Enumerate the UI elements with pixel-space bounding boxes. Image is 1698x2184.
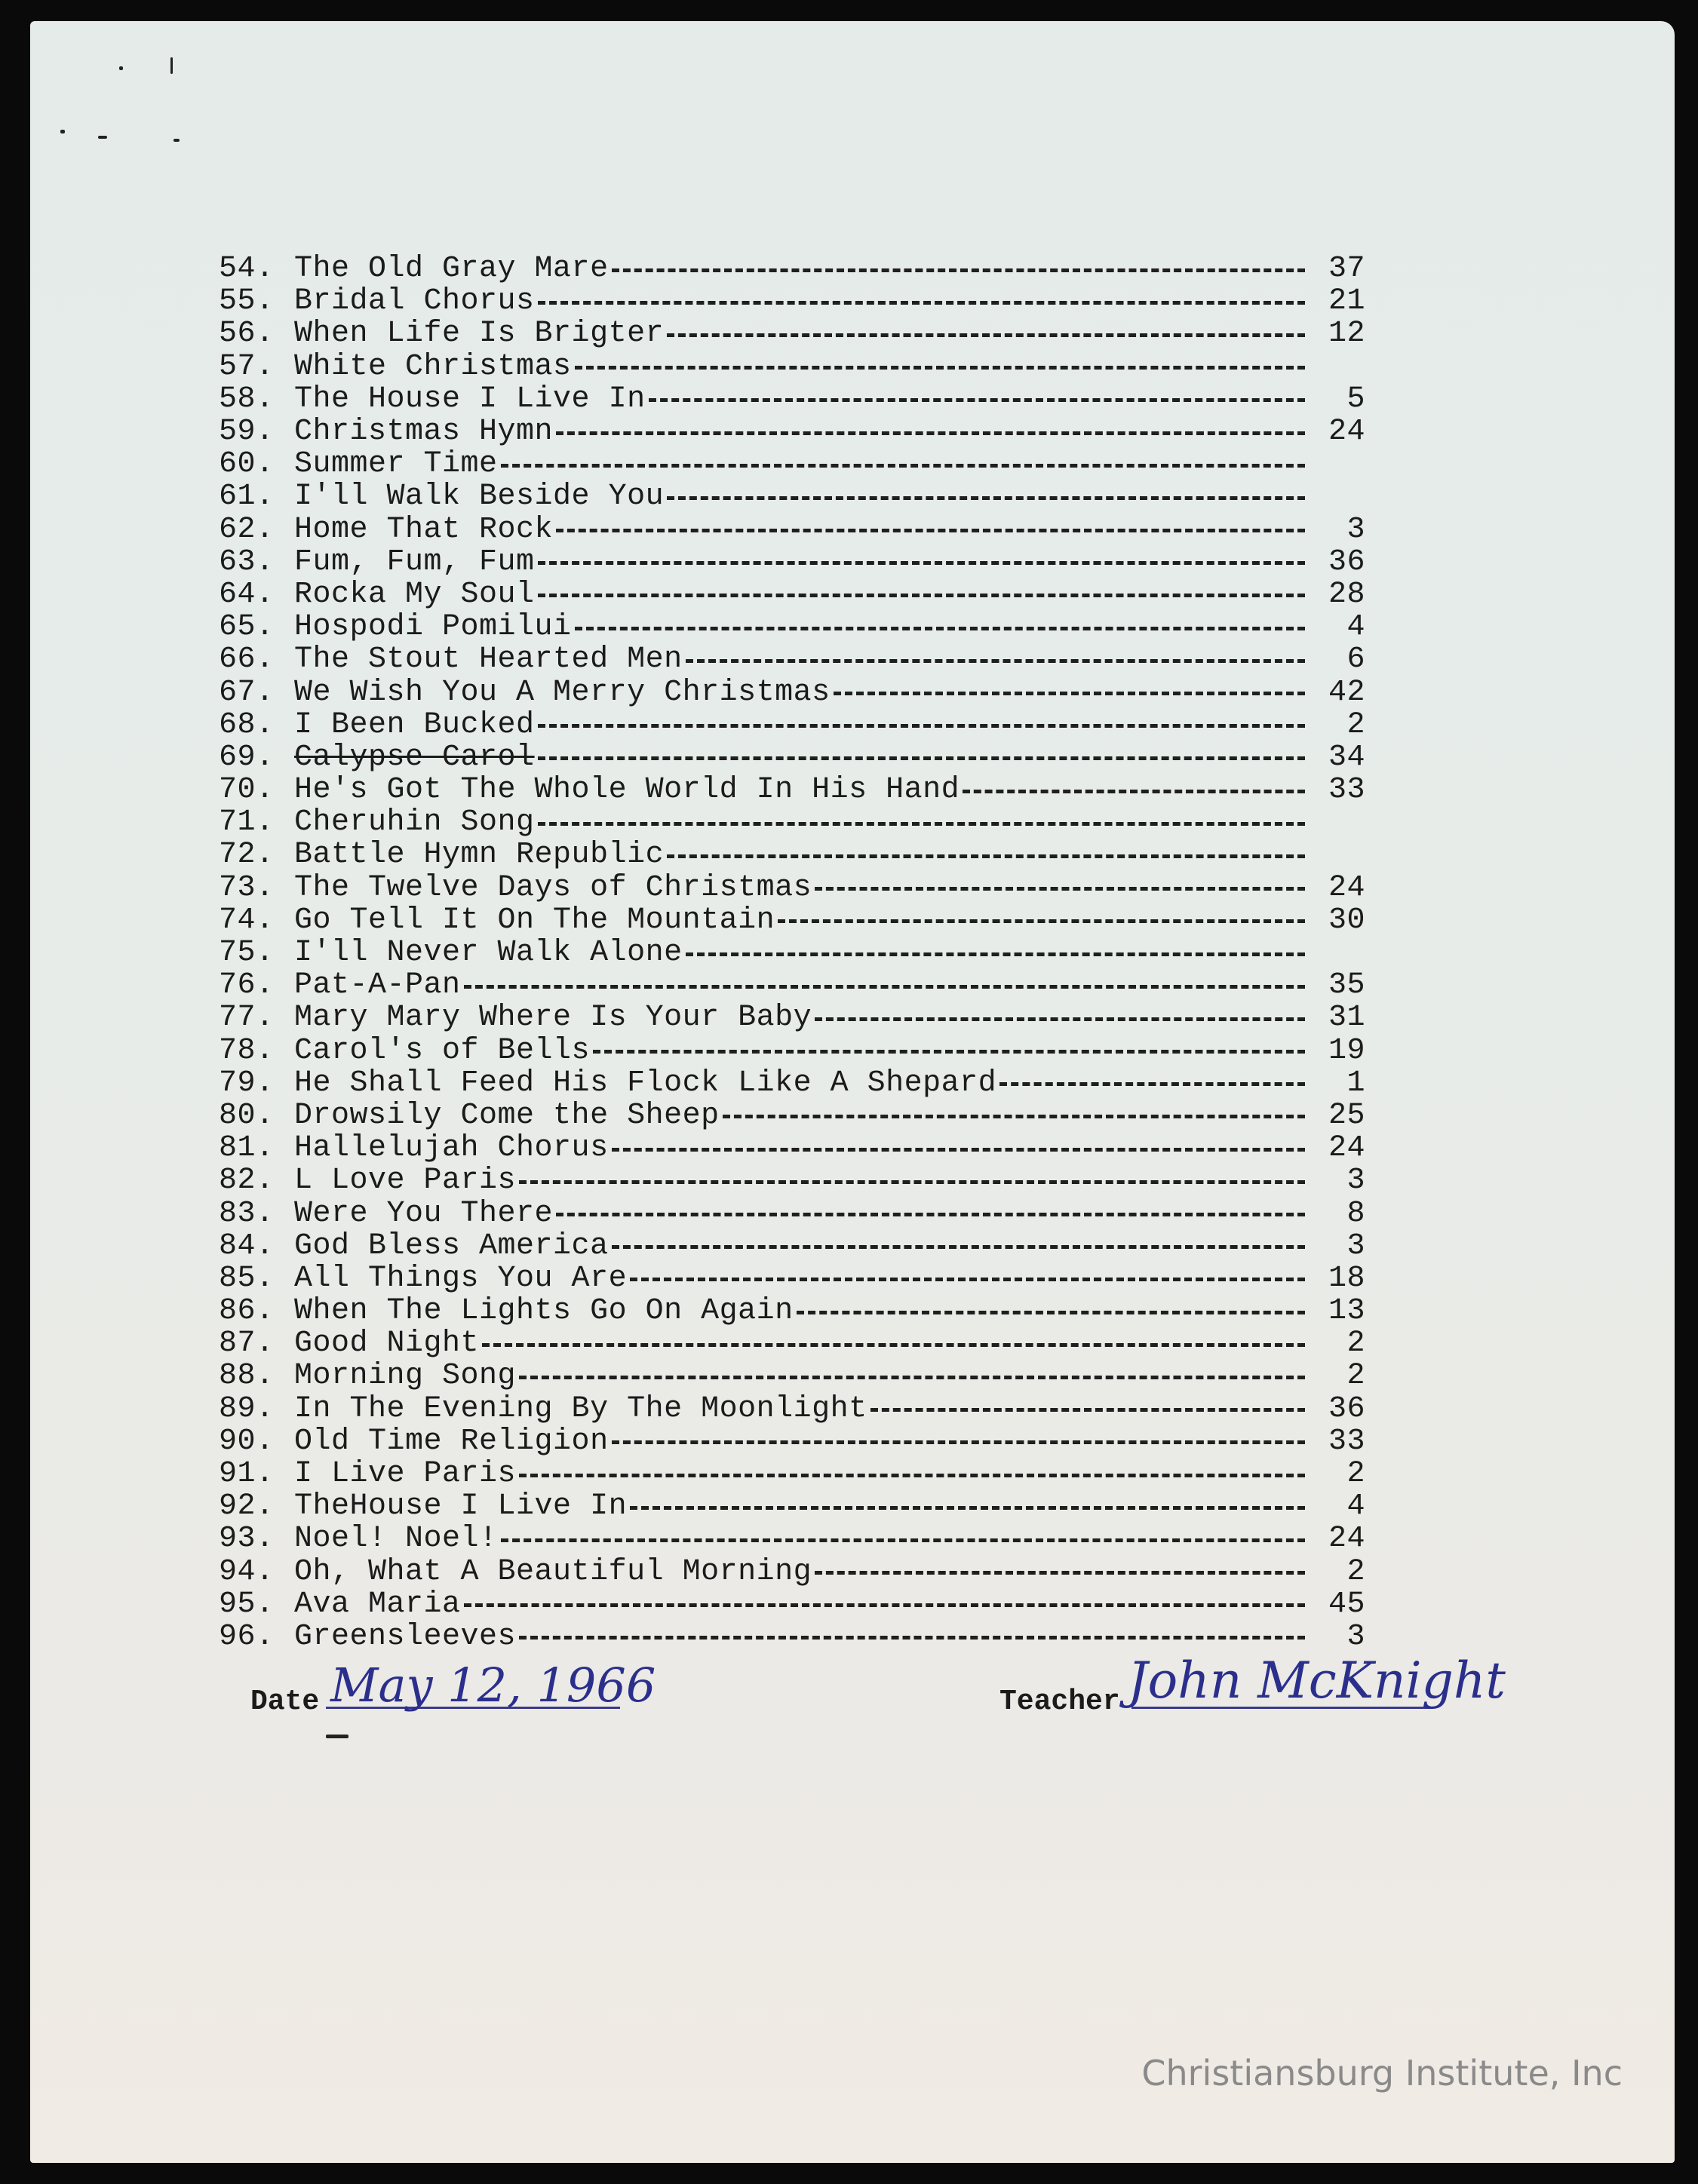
dotted-leader <box>778 919 1305 923</box>
song-number: 96. <box>219 1619 275 1654</box>
dotted-leader <box>870 1408 1305 1412</box>
dotted-leader <box>723 1115 1305 1118</box>
song-number: 75. <box>219 936 275 971</box>
dotted-leader <box>464 985 1305 989</box>
list-item <box>219 1523 1365 1555</box>
dotted-leader <box>575 627 1305 630</box>
song-number: 59. <box>219 415 275 449</box>
date-label: Date <box>250 1686 320 1718</box>
song-number: 90. <box>219 1424 275 1459</box>
song-number: 93. <box>219 1522 275 1557</box>
list-item <box>219 872 1365 904</box>
song-number: 72. <box>219 838 275 873</box>
song-number: 79. <box>219 1066 275 1100</box>
list-item <box>219 416 1365 448</box>
paper-speck <box>60 130 65 133</box>
song-count: 8 <box>1346 1196 1365 1231</box>
song-number: 76. <box>219 968 275 1003</box>
song-number: 86. <box>219 1294 275 1329</box>
song-count: 36 <box>1328 544 1365 579</box>
list-item <box>219 1621 1365 1653</box>
song-title: Were You There <box>294 1196 554 1231</box>
song-title: The Stout Hearted Men <box>294 643 683 677</box>
song-title: Go Tell It On The Mountain <box>294 903 775 937</box>
dotted-leader <box>538 561 1305 565</box>
dotted-leader <box>519 1474 1305 1477</box>
song-title: Greensleeves <box>294 1619 517 1654</box>
dotted-leader <box>667 854 1305 858</box>
song-count: 24 <box>1328 1131 1365 1166</box>
song-number: 85. <box>219 1261 275 1296</box>
dotted-leader <box>538 594 1305 597</box>
song-number: 84. <box>219 1228 275 1263</box>
song-title: Good Night <box>294 1327 480 1361</box>
paper-speck <box>173 139 180 142</box>
song-count: 35 <box>1328 968 1365 1003</box>
list-item <box>219 1490 1365 1523</box>
song-count: 3 <box>1346 1228 1365 1263</box>
song-title: When The Lights Go On Again <box>294 1294 794 1329</box>
song-count: 36 <box>1328 1391 1365 1426</box>
dotted-leader <box>538 724 1305 728</box>
song-title: Battle Hymn Republic <box>294 838 665 873</box>
list-item <box>219 1067 1365 1100</box>
dotted-leader <box>612 1148 1305 1152</box>
song-count: 3 <box>1346 1619 1365 1654</box>
list-item <box>219 741 1365 774</box>
song-count: 42 <box>1328 675 1365 710</box>
watermark: Christiansburg Institute, Inc <box>1141 2053 1623 2094</box>
song-count: 25 <box>1328 1098 1365 1133</box>
dotted-leader <box>999 1082 1305 1086</box>
dotted-leader <box>501 464 1305 468</box>
list-item <box>219 351 1365 383</box>
list-item <box>219 1360 1365 1392</box>
song-number: 88. <box>219 1359 275 1394</box>
song-title: Ava Maria <box>294 1587 461 1621</box>
song-number: 87. <box>219 1327 275 1361</box>
list-item <box>219 676 1365 708</box>
song-count: 33 <box>1328 773 1365 808</box>
song-count: 3 <box>1346 512 1365 547</box>
song-title: Cheruhin Song <box>294 805 535 840</box>
dotted-leader <box>815 1017 1305 1021</box>
list-item <box>219 1197 1365 1229</box>
song-title: The House I Live In <box>294 382 646 416</box>
song-count: 2 <box>1346 1554 1365 1589</box>
song-number: 89. <box>219 1391 275 1426</box>
song-count: 24 <box>1328 870 1365 905</box>
song-count: 28 <box>1328 577 1365 612</box>
song-number: 61. <box>219 480 275 514</box>
song-title: The Old Gray Mare <box>294 252 609 287</box>
song-number: 67. <box>219 675 275 710</box>
list-item <box>219 285 1365 317</box>
song-title: Hallelujah Chorus <box>294 1131 609 1166</box>
teacher-label: Teacher <box>999 1686 1120 1718</box>
song-count: 1 <box>1346 1066 1365 1100</box>
list-item <box>219 839 1365 871</box>
song-count: 6 <box>1346 643 1365 677</box>
dotted-leader <box>630 1278 1305 1281</box>
song-title: Old Time Religion <box>294 1424 609 1459</box>
dotted-leader <box>464 1603 1305 1607</box>
dotted-leader <box>519 1376 1305 1379</box>
dotted-leader <box>649 398 1305 402</box>
dotted-leader <box>630 1506 1305 1510</box>
song-title: Pat-A-Pan <box>294 968 461 1003</box>
list-item <box>219 514 1365 546</box>
song-number: 60. <box>219 447 275 482</box>
list-item <box>219 1458 1365 1490</box>
list-item <box>219 1295 1365 1327</box>
dotted-leader <box>797 1311 1305 1314</box>
song-title: God Bless America <box>294 1228 609 1263</box>
dotted-leader <box>482 1343 1305 1347</box>
song-title: Calypse Carol <box>294 740 535 775</box>
song-title: Mary Mary Where Is Your Baby <box>294 1001 812 1035</box>
song-number: 62. <box>219 512 275 547</box>
song-title: I'll Walk Beside You <box>294 480 665 514</box>
dotted-leader <box>667 496 1305 500</box>
list-item <box>219 1035 1365 1067</box>
song-title: In The Evening By The Moonlight <box>294 1391 867 1426</box>
dotted-leader <box>834 692 1305 695</box>
dotted-leader <box>556 1213 1305 1216</box>
song-title: Fum, Fum, Fum <box>294 544 535 579</box>
dotted-leader <box>519 1180 1305 1184</box>
song-title: L Love Paris <box>294 1164 517 1198</box>
song-number: 69. <box>219 740 275 775</box>
song-number: 80. <box>219 1098 275 1133</box>
dotted-leader <box>538 756 1305 760</box>
song-title: I'll Never Walk Alone <box>294 936 683 971</box>
song-count: 45 <box>1328 1587 1365 1621</box>
song-number: 94. <box>219 1554 275 1589</box>
list-item <box>219 1164 1365 1197</box>
song-title: Hospodi Pomilui <box>294 610 572 645</box>
list-item <box>219 1262 1365 1295</box>
song-number: 83. <box>219 1196 275 1231</box>
dotted-leader <box>667 333 1305 337</box>
song-title: We Wish You A Merry Christmas <box>294 675 831 710</box>
song-number: 91. <box>219 1457 275 1492</box>
song-count: 3 <box>1346 1164 1365 1198</box>
list-item <box>219 1556 1365 1588</box>
song-count: 31 <box>1328 1001 1365 1035</box>
dotted-leader <box>538 822 1305 826</box>
list-item <box>219 578 1365 611</box>
song-count: 24 <box>1328 1522 1365 1557</box>
song-title: Bridal Chorus <box>294 284 535 319</box>
dotted-leader <box>963 790 1305 793</box>
dotted-leader <box>501 1538 1305 1542</box>
song-count: 24 <box>1328 415 1365 449</box>
list-item <box>219 1327 1365 1360</box>
list-item <box>219 1425 1365 1458</box>
song-title: Home That Rock <box>294 512 554 547</box>
dotted-leader <box>538 301 1305 305</box>
dotted-leader <box>612 1440 1305 1444</box>
dotted-leader <box>556 431 1305 435</box>
song-count: 21 <box>1328 284 1365 319</box>
song-number: 73. <box>219 870 275 905</box>
song-title: I Live Paris <box>294 1457 517 1492</box>
dotted-leader <box>612 268 1305 272</box>
song-count: 12 <box>1328 317 1365 351</box>
list-item <box>219 480 1365 513</box>
list-item <box>219 1393 1365 1425</box>
list-item <box>219 383 1365 416</box>
list-item <box>219 969 1365 1002</box>
list-item <box>219 317 1365 350</box>
song-number: 82. <box>219 1164 275 1198</box>
song-title: I Been Bucked <box>294 707 535 742</box>
date-signature: May 12, 1966 <box>330 1658 656 1713</box>
song-list <box>219 253 1365 1653</box>
song-number: 66. <box>219 643 275 677</box>
list-item <box>219 1002 1365 1034</box>
song-title: TheHouse I Live In <box>294 1489 628 1524</box>
list-item <box>219 546 1365 578</box>
song-count: 5 <box>1346 382 1365 416</box>
song-count: 33 <box>1328 1424 1365 1459</box>
dotted-leader <box>556 529 1305 532</box>
song-count: 2 <box>1346 707 1365 742</box>
list-item <box>219 643 1365 676</box>
list-item <box>219 774 1365 806</box>
song-number: 54. <box>219 252 275 287</box>
paper-speck <box>119 66 123 70</box>
song-number: 92. <box>219 1489 275 1524</box>
list-item <box>219 806 1365 839</box>
song-number: 81. <box>219 1131 275 1166</box>
list-item <box>219 1230 1365 1262</box>
song-title: Christmas Hymn <box>294 415 554 449</box>
song-title: White Christmas <box>294 349 572 384</box>
song-number: 57. <box>219 349 275 384</box>
list-item <box>219 448 1365 480</box>
song-count: 4 <box>1346 1489 1365 1524</box>
song-number: 95. <box>219 1587 275 1621</box>
song-title: Oh, What A Beautiful Morning <box>294 1554 812 1589</box>
dotted-leader <box>815 1571 1305 1575</box>
song-title: Carol's of Bells <box>294 1033 591 1068</box>
dotted-leader <box>593 1050 1305 1054</box>
dotted-leader <box>612 1245 1305 1249</box>
dotted-leader <box>686 952 1305 956</box>
song-title: Morning Song <box>294 1359 517 1394</box>
song-count: 37 <box>1328 252 1365 287</box>
song-count: 2 <box>1346 1457 1365 1492</box>
song-title: Rocka My Soul <box>294 577 535 612</box>
song-count: 30 <box>1328 903 1365 937</box>
song-number: 64. <box>219 577 275 612</box>
song-count: 4 <box>1346 610 1365 645</box>
song-number: 71. <box>219 805 275 840</box>
list-item <box>219 1100 1365 1132</box>
song-title: Summer Time <box>294 447 498 482</box>
song-number: 65. <box>219 610 275 645</box>
song-number: 63. <box>219 544 275 579</box>
list-item <box>219 937 1365 969</box>
song-title: When Life Is Brigter <box>294 317 665 351</box>
list-item <box>219 709 1365 741</box>
teacher-signature: John McKnight <box>1128 1652 1506 1710</box>
song-count: 2 <box>1346 1327 1365 1361</box>
list-item <box>219 253 1365 285</box>
song-number: 74. <box>219 903 275 937</box>
song-count: 19 <box>1328 1033 1365 1068</box>
dotted-leader <box>575 366 1305 370</box>
song-number: 55. <box>219 284 275 319</box>
song-number: 56. <box>219 317 275 351</box>
song-title: He's Got The Whole World In His Hand <box>294 773 960 808</box>
list-item <box>219 904 1365 937</box>
song-number: 78. <box>219 1033 275 1068</box>
list-item <box>219 611 1365 643</box>
list-item <box>219 1132 1365 1164</box>
song-title: He Shall Feed His Flock Like A Shepard <box>294 1066 997 1100</box>
dotted-leader <box>519 1636 1305 1640</box>
dotted-leader <box>686 659 1305 663</box>
song-number: 77. <box>219 1001 275 1035</box>
song-title: The Twelve Days of Christmas <box>294 870 812 905</box>
date-dash <box>326 1735 349 1738</box>
song-number: 58. <box>219 382 275 416</box>
song-title: Drowsily Come the Sheep <box>294 1098 720 1133</box>
paper-speck <box>170 57 173 74</box>
dotted-leader <box>815 887 1305 891</box>
song-count: 34 <box>1328 740 1365 775</box>
song-title: Noel! Noel! <box>294 1522 498 1557</box>
song-count: 2 <box>1346 1359 1365 1394</box>
song-count: 13 <box>1328 1294 1365 1329</box>
list-item <box>219 1588 1365 1621</box>
song-count: 18 <box>1328 1261 1365 1296</box>
song-number: 68. <box>219 707 275 742</box>
song-number: 70. <box>219 773 275 808</box>
song-title: All Things You Are <box>294 1261 628 1296</box>
paper-speck <box>98 136 107 139</box>
